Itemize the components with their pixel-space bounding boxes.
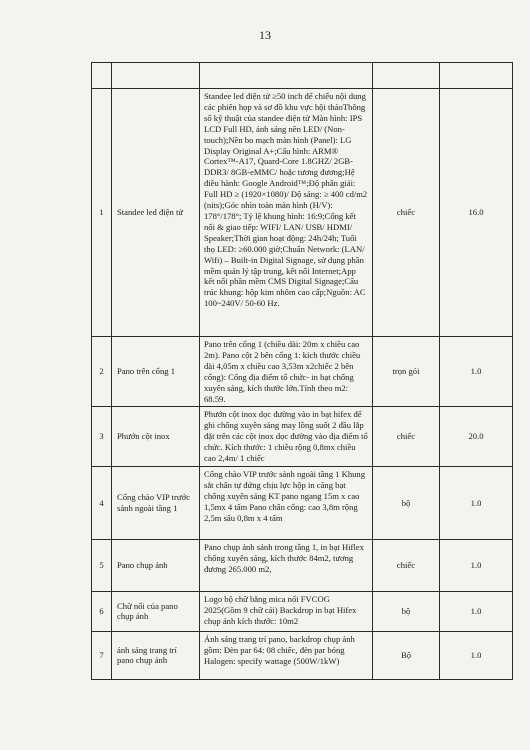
item-quantity: 1.0 <box>440 631 513 679</box>
item-quantity: 1.0 <box>440 539 513 591</box>
item-name: ánh sáng trang trí pano chụp ảnh <box>112 631 200 679</box>
item-unit: bộ <box>373 591 440 631</box>
item-quantity: 20.0 <box>440 407 513 467</box>
row-number: 5 <box>92 539 112 591</box>
item-description: Ánh sáng trang trí pano, backdrop chụp ảnh gồm: Đèn par 64: 08 chiếc, đèn par bóng Halogen: specify wattage (500W/1kW) <box>200 631 373 679</box>
item-unit: chiếc <box>373 89 440 337</box>
row-number: 7 <box>92 631 112 679</box>
item-description: Cổng chào VIP trước sảnh ngoài tầng 1 Khung sắt chân tự đứng chịu lực hộp in căng bạt chống xuyên sáng KT pano ngang 15m x cao 1,5mx 4 tấm Pano chân cổng: cao 3,8m rộng 2,5m sâu 0,8m x 4 tấm <box>200 466 373 539</box>
item-unit: chiếc <box>373 539 440 591</box>
header-cell <box>200 63 373 89</box>
specification-table <box>91 62 513 680</box>
table-row <box>92 591 513 631</box>
item-quantity: 1.0 <box>440 466 513 539</box>
page-number: 13 <box>259 28 271 42</box>
item-unit: bộ <box>373 466 440 539</box>
row-number: 1 <box>92 89 112 337</box>
table-row <box>92 89 513 337</box>
row-number: 6 <box>92 591 112 631</box>
item-description: Standee led điện tử ≥50 inch để chiếu nội dung các phiên họp và sơ đồ khu vực hội thảoThông số kỹ thuật của standee điện tử Màn hình: IPS LCD Full HD, ánh sáng nền LED/ (Non-touch);Nền bo mạch màn hình (Panel): LG Display Original A+;Cấu hình: ARM® Cortex™-A17, Quard-Core 1.8GHZ/ 2GB-DDR3/ 8GB-eMMC/ hoặc tương đương;Hệ điều hành: Google Android™;Độ phân giải: Full HD ≥ (1920×1080)/ Độ sáng: ≥ 400 cd/m2 (nits);Góc nhìn toàn màn hình (H/V): 178°/178°; Tỷ lệ khung hình: 16:9;Cổng kết nối & giao tiếp: WIFI/ LAN/ USB/ HDMI/ Speaker;Thời gian hoạt động: 24h/24h; Tuổi thọ LED: ≥60.000 giờ;Chuẩn Network: (LAN/ Wifi) – Built-in Digital Signage, sử dụng phần mềm quản lý tập trung, kết nối Internet;App kết nối phần mềm CMS Digital Signage;Cấu trúc khung: hộp kim nhôm cao cấp;Nguồn: AC 100~240V/ 50-60 Hz. <box>200 89 373 337</box>
header-cell <box>92 63 112 89</box>
item-unit: trọn gói <box>373 337 440 407</box>
table-row <box>92 466 513 539</box>
table-row <box>92 539 513 591</box>
item-name: Phướn cột inox <box>112 407 200 467</box>
item-name: Chữ nổi của pano chụp ảnh <box>112 591 200 631</box>
row-number: 4 <box>92 466 112 539</box>
item-description: Pano chụp ảnh sảnh trong tầng 1, in bạt Hiflex chống xuyên sáng, kích thước 84m2, tương đương 265.000 m2, <box>200 539 373 591</box>
item-unit: chiếc <box>373 407 440 467</box>
item-name: Pano chụp ảnh <box>112 539 200 591</box>
item-description: Phướn cột inox dọc đường vào in bạt hifex để ghi chống xuyên sáng may lồng suốt 2 đầu lắp đặt trên các cột inox dọc đường vào địa điểm tổ chức. Kích thước: 1 chiều rộng 0,8mx chiều cao 2,4m/ 1 chiếc <box>200 407 373 467</box>
table-header-row <box>92 63 513 89</box>
item-name: Standee led điện tử <box>112 89 200 337</box>
row-number: 2 <box>92 337 112 407</box>
item-unit: Bộ <box>373 631 440 679</box>
row-number: 3 <box>92 407 112 467</box>
item-description: Logo bộ chữ bằng mica nổi FVCOG 2025(Gồm 9 chữ cái) Backdrop in bạt Hifex chụp ảnh kích thước: 10m2 <box>200 591 373 631</box>
table-row <box>92 407 513 467</box>
item-quantity: 1.0 <box>440 337 513 407</box>
header-cell <box>373 63 440 89</box>
item-quantity: 16.0 <box>440 89 513 337</box>
header-cell <box>112 63 200 89</box>
item-name: Pano trên cổng 1 <box>112 337 200 407</box>
table-row <box>92 631 513 679</box>
item-quantity: 1.0 <box>440 591 513 631</box>
item-description: Pano trên cổng 1 (chiều dài: 20m x chiều cao 2m). Pano cột 2 bên cổng 1: kích thước chiều dài 4,05m x chiều cao 3,53m x2chiếc 2 bên cổng): Cổng địa điểm tổ chức- in bạt chống xuyên sáng, kích thước lớn.Tính theo m2: 68.59. <box>200 337 373 407</box>
header-cell <box>440 63 513 89</box>
item-name: Cổng chào VIP trước sảnh ngoài tầng 1 <box>112 466 200 539</box>
table-row <box>92 337 513 407</box>
